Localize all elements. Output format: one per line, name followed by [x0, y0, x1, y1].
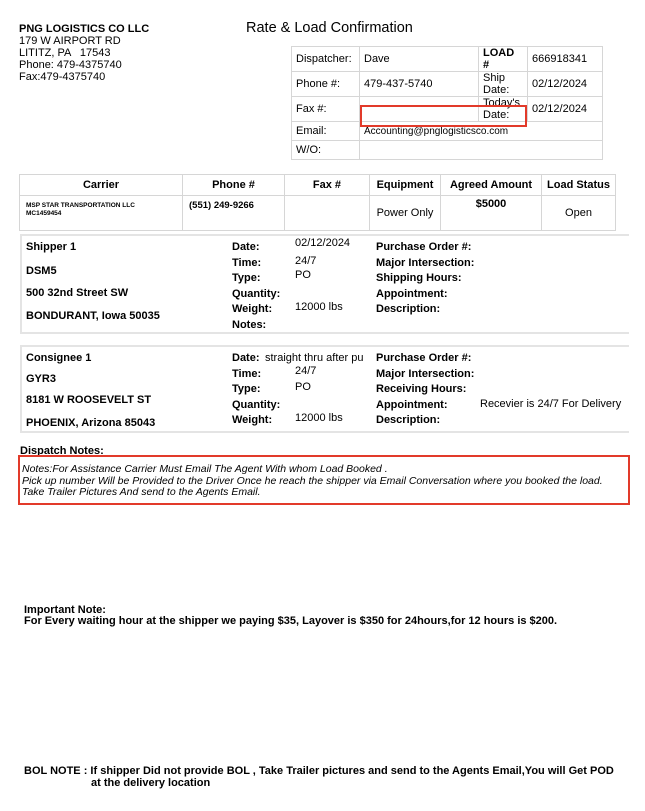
load-status-value: Open: [542, 196, 616, 231]
shipper-type-label: Type:: [232, 272, 261, 284]
consignee-po-label: Purchase Order #:: [376, 352, 472, 364]
company-address-line1: 179 W AIRPORT RD: [19, 35, 121, 47]
phone-value: 479-437-5740: [360, 72, 479, 97]
important-note-title: Important Note:: [24, 604, 106, 616]
shipper-time-label: Time:: [232, 256, 262, 269]
consignee-intersection-label: Major Intersection:: [376, 367, 475, 380]
consignee-time: 24/7: [295, 365, 317, 377]
dispatch-notes-label: Dispatch Notes:: [20, 445, 104, 457]
shipper-title: Shipper 1: [26, 241, 77, 253]
email-value[interactable]: Accounting@pnglogisticsco.com: [360, 122, 603, 141]
load-status-header: Load Status: [542, 175, 616, 196]
carrier-table-header: [20, 175, 616, 196]
shipper-name: DSM5: [26, 265, 57, 277]
consignee-description-label: Description:: [376, 414, 441, 426]
consignee-weight-label: Weight:: [232, 414, 273, 426]
agreed-amount-header: Agreed Amount: [441, 175, 542, 196]
carrier-table-row: [20, 196, 616, 231]
carrier-phone: (551) 249-9266: [183, 196, 285, 231]
load-number-value: 666918341: [528, 47, 603, 72]
dispatch-note-line1: Notes:For Assistance Carrier Must Email The Agent With whom Load Booked .: [22, 463, 388, 475]
shipper-hours-label: Shipping Hours:: [376, 272, 462, 284]
todays-date-label: Today's Date:: [479, 97, 528, 122]
wo-label: W/O:: [292, 141, 360, 160]
bol-note-line2: at the delivery location: [91, 776, 211, 789]
fax-header: Fax #: [285, 175, 370, 196]
ship-date-value: 02/12/2024: [528, 72, 603, 97]
company-block: [19, 23, 149, 83]
consignee-weight: 12000 lbs: [295, 412, 343, 424]
shipper-labels: [232, 240, 280, 333]
important-note-text: For Every waiting hour at the shipper we paying $35, Layover is $350 for 24hours,for 12 hours is $200.: [24, 615, 558, 627]
consignee-hours-label: Receiving Hours:: [376, 383, 467, 395]
carrier-name: MSP STAR TRANSPORTATION LLC: [26, 202, 135, 209]
consignee-city: PHOENIX, Arizona 85043: [26, 417, 156, 429]
carrier-header: Carrier: [20, 175, 183, 196]
consignee-appointment-label: Appointment:: [376, 398, 448, 411]
consignee-type-label: Type:: [232, 383, 261, 395]
email-label: Email:: [292, 122, 360, 141]
company-phone: Phone: 479-4375740: [19, 59, 122, 71]
carrier-fax: [285, 196, 370, 231]
company-name: PNG LOGISTICS CO LLC: [19, 23, 150, 35]
dispatcher-label: Dispatcher:: [292, 47, 360, 72]
shipper-type: PO: [295, 269, 311, 281]
agreed-amount-value: $5000: [441, 196, 542, 231]
shipper-time: 24/7: [295, 255, 317, 267]
shipper-intersection-label: Major Intersection:: [376, 256, 475, 269]
bol-note-line1: If shipper Did not provide BOL , Take Trailer pictures and send to the Agents Email,You will Get POD: [90, 765, 614, 777]
email-highlight-box: [360, 105, 527, 127]
dispatch-notes-text: [22, 464, 603, 499]
consignee-street: 8181 W ROOSEVELT ST: [26, 394, 152, 406]
consignee-name: GYR3: [26, 373, 56, 385]
consignee-appointment: Recevier is 24/7 For Delivery: [480, 398, 622, 410]
company-fax: Fax:479-4375740: [19, 71, 106, 83]
shipper-weight-label: Weight:: [232, 303, 273, 315]
shipper-right-labels: [376, 240, 474, 318]
consignee-quantity-label: Quantity:: [232, 398, 281, 411]
shipper-appointment-label: Appointment:: [376, 287, 448, 300]
consignee-type: PO: [295, 381, 311, 393]
consignee-right-labels: [376, 351, 474, 429]
info-table: [291, 46, 603, 160]
bol-note: [24, 766, 614, 789]
phone-label: Phone #:: [292, 72, 360, 97]
shipper-weight: 12000 lbs: [295, 301, 343, 313]
consignee-time-label: Time:: [232, 367, 262, 380]
carrier-table: [19, 174, 616, 231]
important-note: [24, 605, 557, 627]
shipper-date-label: Date:: [232, 241, 260, 253]
bol-note-prefix: BOL NOTE :: [24, 765, 88, 777]
wo-value: [360, 141, 603, 160]
carrier-cell: [20, 196, 183, 231]
document-title: Rate & Load Confirmation: [246, 20, 413, 36]
dispatcher-value: Dave: [360, 47, 479, 72]
shipper-description-label: Description:: [376, 303, 441, 315]
dispatch-note-line3: Take Trailer Pictures And send to the Agents Email.: [22, 486, 261, 498]
load-number-label: LOAD #: [479, 47, 528, 72]
ship-date-label: Ship Date:: [479, 72, 528, 97]
shipper-city: BONDURANT, Iowa 50035: [26, 310, 160, 322]
dispatch-note-line2: Pick up number Will be Provided to the Driver Once he reach the shipper via Email Conversation where you booked the load.: [22, 474, 603, 487]
shipper-quantity-label: Quantity:: [232, 287, 281, 300]
todays-date-value: 02/12/2024: [528, 97, 603, 122]
shipper-street: 500 32nd Street SW: [26, 287, 129, 299]
shipper-date: 02/12/2024: [295, 237, 351, 249]
shipper-notes-label: Notes:: [232, 318, 267, 331]
shipper-po-label: Purchase Order #:: [376, 241, 472, 253]
company-address-line2: LITITZ, PA 17543: [19, 47, 111, 59]
equipment-header: Equipment: [370, 175, 441, 196]
consignee-date-label: Date:: [232, 352, 260, 364]
consignee-date: straight thru after pu: [265, 352, 364, 364]
carrier-mc: MC1459454: [26, 210, 62, 217]
equipment-value: Power Only: [370, 196, 441, 231]
phone-header: Phone #: [183, 175, 285, 196]
fax-label: Fax #:: [292, 97, 360, 122]
consignee-title: Consignee 1: [26, 352, 92, 364]
